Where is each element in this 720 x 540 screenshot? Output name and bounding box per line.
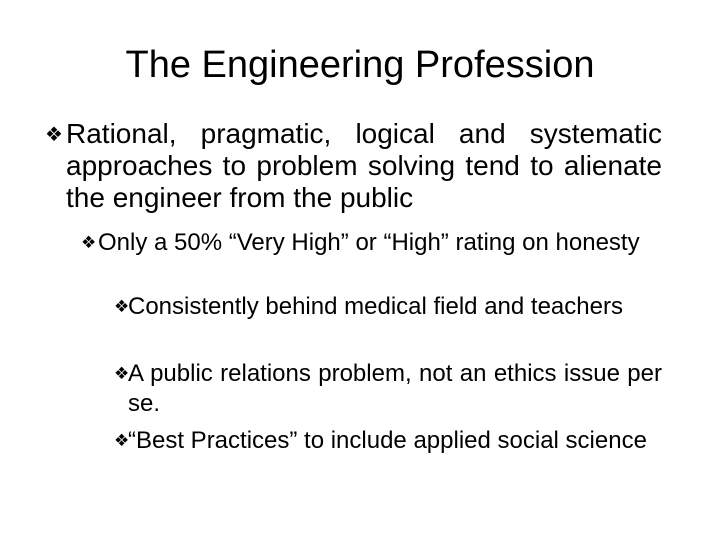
bullet-level3-item: “Best Practices” to include applied social science [128, 427, 647, 454]
bullet-level3-item: Consistently behind medical field and teachers [128, 293, 623, 320]
bullet-level2: Only a 50% “Very High” or “High” rating on honesty [98, 229, 640, 256]
bullet-level3-item: A public relations problem, not an ethics issue per se. [128, 360, 662, 417]
bullet-level1: Rational, pragmatic, logical and systematic approaches to problem solving tend to alienate the engineer from the public [66, 118, 662, 213]
slide-title: The Engineering Profession [125, 44, 595, 86]
diamond-bullet-icon: ❖ [114, 297, 130, 317]
diamond-bullet-icon: ❖ [114, 431, 130, 451]
diamond-bullet-icon: ❖ [114, 364, 130, 384]
diamond-bullet-icon: ❖ [81, 233, 97, 253]
diamond-bullet-icon: ❖ [45, 122, 63, 146]
